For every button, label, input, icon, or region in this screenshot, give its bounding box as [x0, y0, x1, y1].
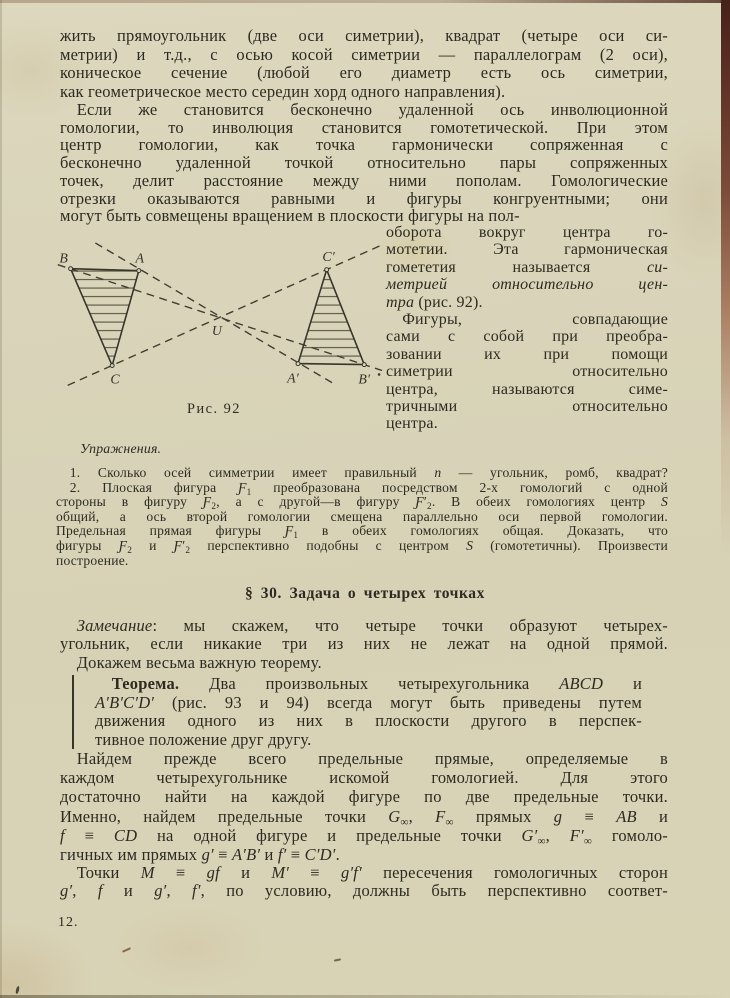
text-line: центра. — [386, 415, 438, 433]
paragraph-homothety-end — [386, 224, 668, 311]
text-line: Если же становится бесконечно удаленной ось инволюционной — [60, 100, 668, 119]
paragraph-intersection-points — [60, 864, 668, 900]
figure-row — [38, 222, 668, 433]
text-line: центра, называются симе- — [386, 380, 668, 398]
text-line: фигуры $Ƒ_2$ и $Ƒ'_2$ перспективно подобны с центром S (гомотетичны). Произвести — [56, 537, 668, 555]
paragraph-limit-lines — [60, 749, 668, 864]
stray-dot — [378, 373, 381, 376]
text-line: точек, делит расстояние между ними пополам. Гомологические — [60, 170, 668, 190]
triangle-ABC — [71, 269, 139, 366]
paragraph-symmetry-axes — [60, 27, 668, 102]
text-line: метрией относительно цен- — [386, 276, 668, 294]
text-line: общий, а ось второй гомологии смещена параллельно оси первой гомологии. — [56, 508, 668, 524]
ink-speck — [334, 958, 341, 961]
text-line: жить прямоугольник (две оси симетрии), квадрат (четыре оси си- — [60, 26, 668, 45]
text-line: 2. Плоская фигура $Ƒ_1$ преобразована посредством 2-х гомологий с одной — [56, 479, 668, 497]
scan-edge-right — [721, 0, 730, 560]
vertex-label-A2: A′ — [287, 370, 300, 386]
text-line: Теорема. Два произвольных четырехугольника ABCD и — [111, 674, 642, 693]
text-line: зовании их при помощи — [386, 345, 668, 363]
text-line: метрии) и т.д., с осью косой симетрии — параллелограм (2 оси), — [60, 44, 668, 64]
text-line: Найдем прежде всего предельные прямые, определяемые в — [60, 749, 668, 768]
text-line: стороны в фигуру $Ƒ_2$, а с другой—в фигуру $Ƒ'_2$. В обеих гомологиях центр S — [56, 494, 668, 511]
paragraph-remark — [60, 617, 668, 672]
text-line: гомологии, то инволюция становится гомотетической. При этом — [60, 117, 668, 137]
ink-speck — [122, 947, 131, 952]
vertex-label-B2: B′ — [358, 371, 371, 387]
paragraph-central-symmetry — [386, 311, 668, 433]
text-line: коническое сечение (любой его диаметр есть ось симетрии, — [60, 63, 668, 83]
text-line: каждом четырехугольнике искомой гомологией. Для этого — [60, 768, 668, 788]
text-line: A′B′C′D′ (рис. 93 и 94) всегда могут быть приведены путем — [95, 692, 642, 712]
vertex-label-C2: C′ — [322, 248, 335, 264]
text-line: гичных им прямых g′ ≡ A′B′ и f′ ≡ C′D′. — [60, 845, 340, 865]
text-line: Предельная прямая фигуры $Ƒ_1$ в обеих гомологиях общая. Доказать, что — [56, 523, 668, 541]
exercises-heading: Упражнения. — [80, 441, 162, 456]
page-number: 12. — [58, 915, 79, 930]
text-line: как геометрическое место середин хорд одного направления). — [60, 82, 506, 102]
triangle-A2B2C2 — [298, 270, 364, 365]
text-line: 1. Сколько осей симметрии имеет правильный n — угольник, ромб, квадрат? — [56, 465, 668, 480]
text-line: построение. — [56, 552, 129, 568]
text-line: Именно, найдем предельные точки $G_\infty$, $F_\infty$ прямых g ≡ AB и — [60, 806, 669, 828]
vertex-label-A: A — [135, 250, 145, 266]
text-line: могут быть совмещены вращением в плоскости фигуры на пол- — [60, 206, 520, 226]
text-line: движения одного из них в плоскости другого в перспек- — [95, 711, 642, 730]
scan-edge-left — [0, 0, 2, 998]
paragraph-homology-center — [60, 101, 668, 225]
text-beside-figure — [386, 222, 668, 433]
text-line: тра (рис. 92). — [386, 293, 483, 311]
exercises-text — [56, 466, 668, 568]
text-line: сами с собой при преобра- — [386, 328, 668, 346]
text-line: f ≡ CD на одной фигуре и предельные точки $G'_\infty$, $F'_\infty$ гомоло- — [60, 825, 668, 848]
vertex-label-U: U — [211, 322, 223, 338]
text-line: тричными относительно — [386, 398, 668, 416]
text-line: Точки M ≡ gf и M′ ≡ g′f′ пересечения гомологичных сторон — [60, 863, 668, 882]
text-line: симетрии относительно — [386, 363, 668, 381]
text-line: оборота вокруг центра го- — [386, 224, 668, 241]
vertex-label-C: C — [110, 371, 120, 387]
figure-caption: Рис. 92 — [187, 401, 241, 418]
text-line: отрезки оказываются равными и фигуры конгруентными; они — [60, 188, 668, 208]
theorem-block — [72, 675, 642, 749]
text-line: тивное положение друг другу. — [95, 729, 312, 749]
ink-speck — [15, 986, 20, 994]
text-line: достаточно найти на каждой фигуре по две предельные точки. — [60, 787, 668, 807]
text-line: g′, f и g′, f′, по условию, должны быть перспективно соответ- — [60, 881, 668, 900]
text-line: гомететия называется си- — [386, 258, 668, 276]
text-line: Докажем весьма важную теорему. — [60, 652, 322, 672]
text-line: мотетии. Эта гармоническая — [386, 241, 668, 259]
text-line: бесконечно удаленной точкой относительно пары сопряженных — [60, 153, 668, 173]
text-line: центр гомологии, как точка гармонически сопряженная с — [60, 135, 668, 155]
scan-edge-top — [0, 0, 730, 3]
text-line: Фигуры, совпадающие — [386, 311, 668, 329]
exercises-section — [56, 441, 668, 568]
text-line: Замечание: мы скажем, что четыре точки образуют четырех- — [76, 616, 668, 635]
vertex-label-B: B — [59, 250, 69, 266]
section-30-heading: § 30. Задача о четырех точках — [244, 585, 485, 602]
figure-92-drawing — [38, 232, 386, 422]
text-line: угольник, если никакие три из них не лежат на одной прямой. — [60, 634, 668, 654]
